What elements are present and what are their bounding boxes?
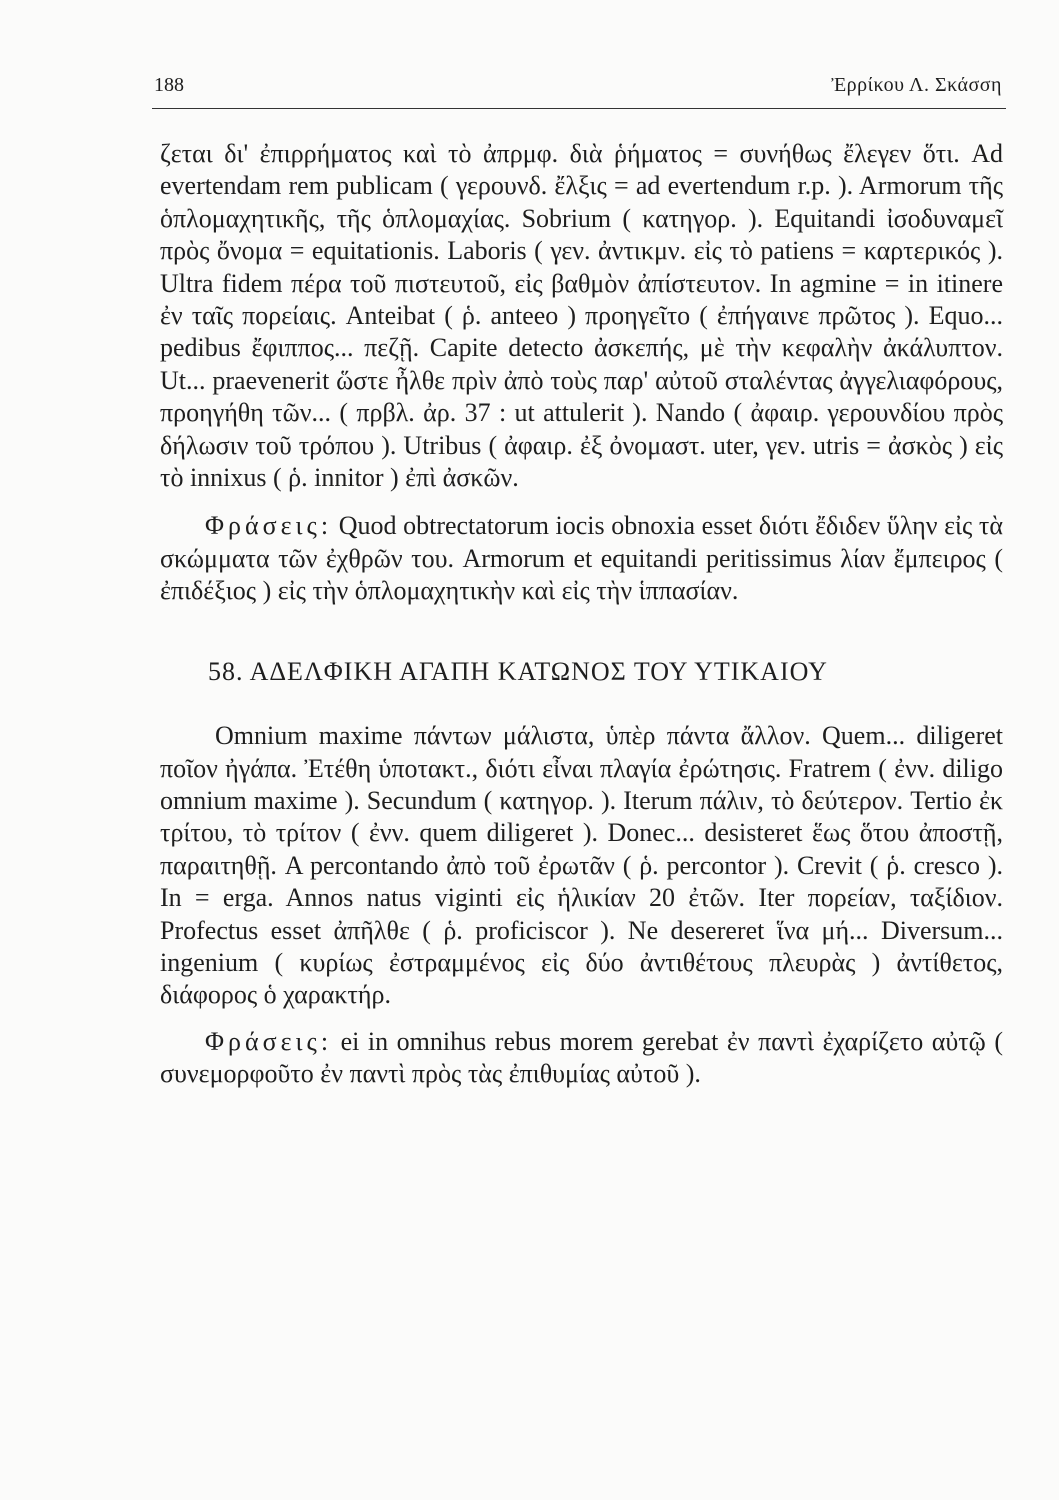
phrases-text-1: Quod obtrectatorum iocis obnoxia esset διότι ἔδιδεν ὕλην εἰς τὰ σκώμματα τῶν ἐχθρῶν του. Armorum et equitandi peritissimus λίαν ἔμπειρος ( ἐπιδέξιος ) εἰς τὴν ὁπλομαχητικὴν καὶ εἰς τὴν ἱππασίαν.: [160, 511, 1003, 606]
phrases-paragraph-2: [160, 1026, 1003, 1091]
body-text: [160, 138, 1003, 1091]
phrases-label-1: Φράσεις:: [205, 511, 333, 541]
running-head: Ἐρρίκου Λ. Σκάσση: [831, 74, 1002, 96]
section-paragraph: Omnium maxime πάντων μάλιστα, ὑπὲρ πάντα ἄλλον. Quem... diligeret ποῖον ἠγάπα. Ἐτέθη ὑποτακτ., διότι εἶναι πλαγία ἐρώτησις. Fratrem ( ἐνν. diligo omnium maxime ). Secundum ( κατηγορ. ). Iterum πάλιν, τὸ δεύτερον. Tertio ἐκ τρίτου, τὸ τρίτον ( ἐνν. quem diligeret ). Donec... desisteret ἕως ὅτου ἀποστῇ, παραιτηθῇ. A percontando ἀπὸ τοῦ ἐρωτᾶν ( ῥ. percontor ). Crevit ( ῥ. cresco ). In = erga. Annos natus viginti εἰς ἡλικίαν 20 ἐτῶν. Iter πορείαν, ταξίδιον. Profectus esset ἀπῆλθε ( ῥ. proficiscor ). Ne desereret ἵνα μή... Diversum... ingenium ( κυρίως ἐστραμμένος εἰς δύο ἀντιθέτους πλευρὰς ) ἀντίθετος, διάφορος ὁ χαρακτήρ.: [160, 721, 1003, 1010]
section-title: 58. ΑΔΕΛΦΙΚΗ ΑΓΑΠΗ ΚΑΤΩΝΟΣ ΤΟΥ ΥΤΙΚΑΙΟΥ: [208, 656, 828, 686]
page-header: [152, 74, 1006, 109]
page-number: 188: [154, 74, 184, 96]
paragraph-commentary: ζεται δι' ἐπιρρήματος καὶ τὸ ἀπρμφ. διὰ ῥήματος = συνήθως ἔλεγεν ὅτι. Ad evertendam rem publicam ( γερουνδ. ἔλξις = ad evertendum r.p. ). Armorum τῆς ὁπλομαχητικῆς, τῆς ὁπλομαχίας. Sobrium ( κατηγορ. ). Equitandi ἰσοδυναμεῖ πρὸς ὄνομα = equitationis. Laboris ( γεν. ἀντικμν. εἰς τὸ patiens = καρτερικός ). Ultra fidem πέρα τοῦ πιστευτοῦ, εἰς βαθμὸν ἀπίστευτον. In agmine = in itinere ἐν ταῖς πορείαις. Anteibat ( ῥ. anteeo ) προηγεῖτο ( ἐπήγαινε πρῶτος ). Equo... pedibus ἔφιππος... πεζῇ. Capite detecto ἀσκεπής, μὲ τὴν κεφαλὴν ἀκάλυπτον. Ut... praevenerit ὥστε ἦλθε πρὶν ἀπὸ τοὺς παρ' αὐτοῦ σταλέντας ἀγγελιαφόρους, προηγήθη τῶν... ( πρβλ. ἀρ. 37 : ut attulerit ). Nando ( ἀφαιρ. γερουνδίου πρὸς δήλωσιν τοῦ τρόπου ). Utribus ( ἀφαιρ. ἐξ ὀνομαστ. uter, γεν. utris = ἀσκὸς ) εἰς τὸ innixus ( ῥ. innitor ) ἐπὶ ἀσκῶν.: [160, 139, 1003, 493]
phrases-label-2: Φράσεις:: [205, 1026, 333, 1056]
phrases-text-2: ei in omnihus rebus morem gerebat ἐν παντὶ ἐχαρίζετο αὐτῷ ( συνεμορφοῦτο ἐν παντὶ πρὸς τὰς ἐπιθυμίας αὐτοῦ ).: [160, 1026, 1003, 1089]
phrases-paragraph-1: [160, 510, 1003, 607]
